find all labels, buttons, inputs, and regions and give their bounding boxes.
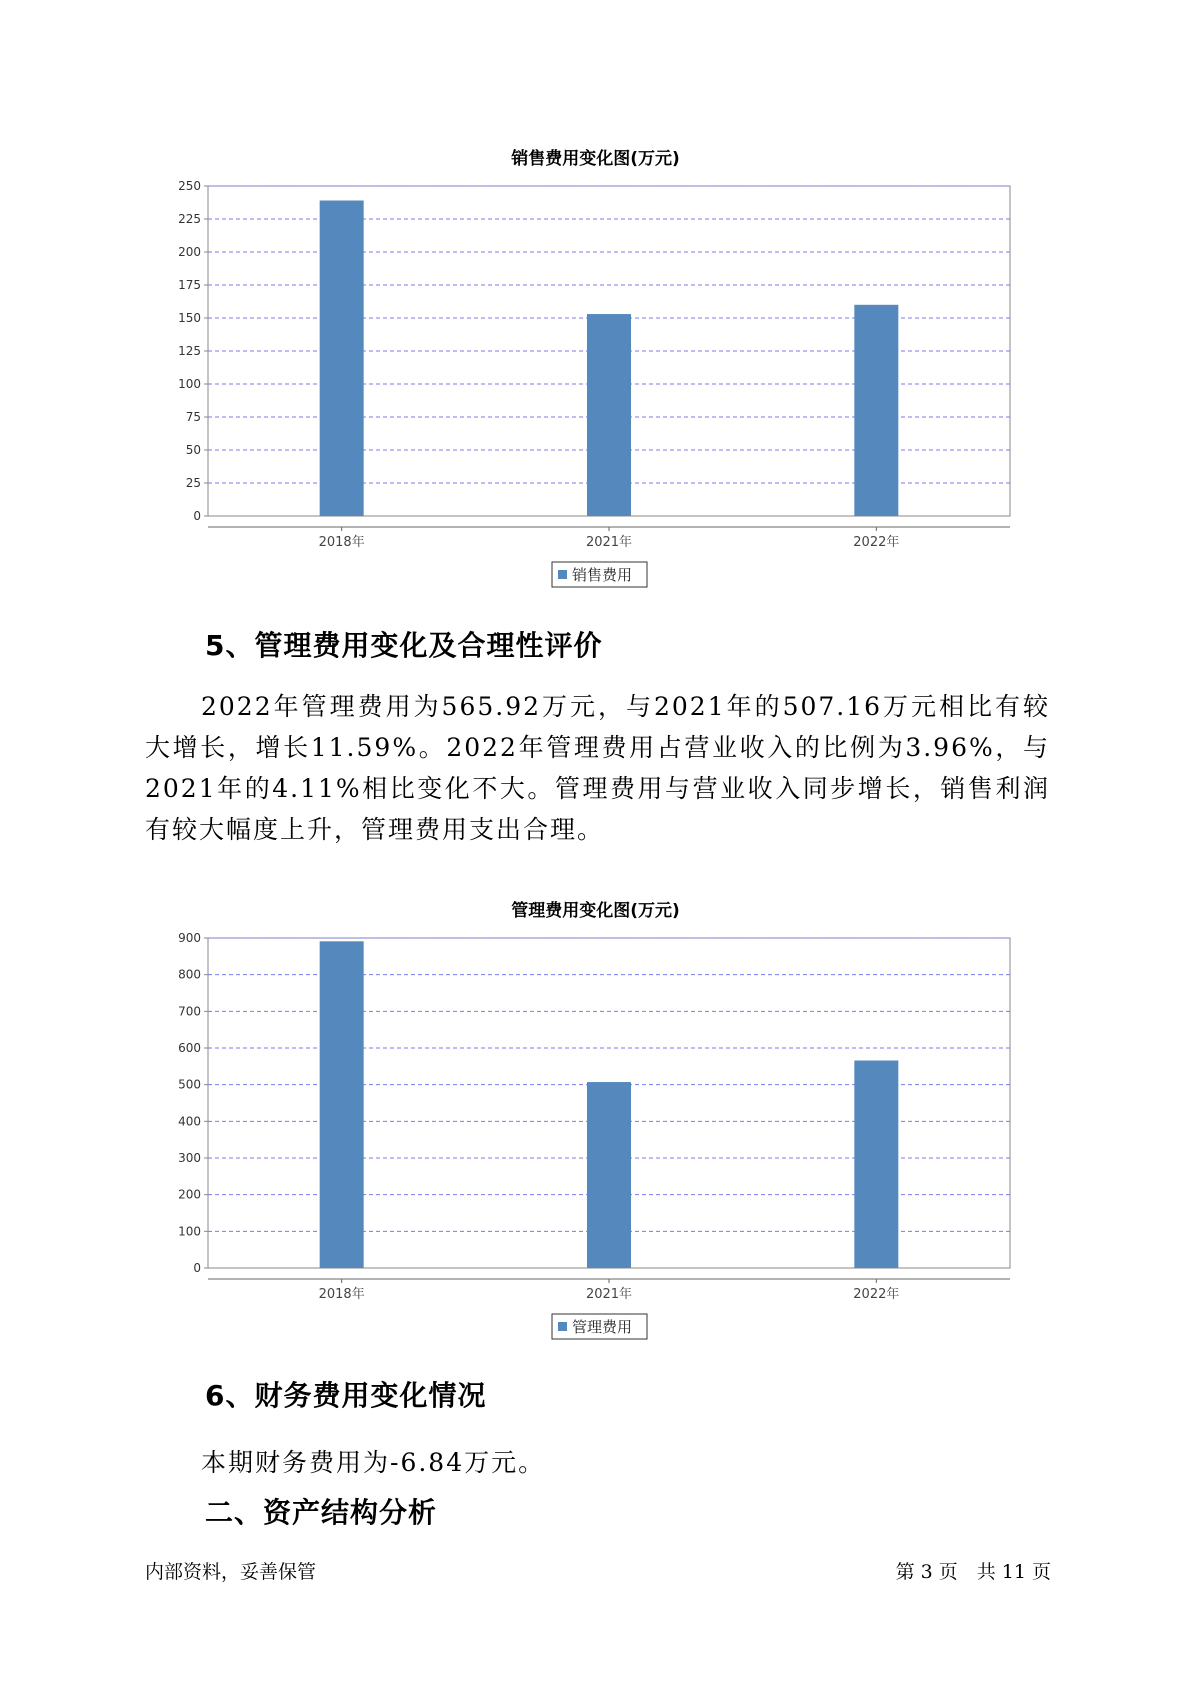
- section-two-heading: 二、资产结构分析: [205, 1496, 438, 1529]
- y-tick-label: 75: [185, 410, 201, 424]
- footer-confidential-note: 内部资料，妥善保管: [145, 1561, 317, 1583]
- y-tick-label: 150: [178, 311, 201, 325]
- section5-heading: 5、管理费用变化及合理性评价: [205, 629, 603, 662]
- legend-swatch: [558, 1322, 567, 1331]
- y-tick-label: 700: [178, 1004, 201, 1019]
- admin-expense-chart-title: 管理费用变化图(万元): [511, 901, 680, 921]
- y-tick-label: 50: [185, 443, 201, 457]
- section6-text: 本期财务费用为-6.84万元。: [201, 1448, 546, 1477]
- y-tick-label: 0: [193, 1261, 201, 1275]
- y-tick-label: 125: [178, 344, 201, 358]
- legend-label: 销售费用: [572, 566, 633, 584]
- y-tick-label: 250: [178, 179, 201, 193]
- bar: [320, 201, 364, 516]
- legend-label: 管理费用: [572, 1318, 633, 1336]
- y-tick-label: 100: [178, 1224, 201, 1239]
- y-tick-label: 200: [178, 1187, 201, 1202]
- y-tick-label: 300: [178, 1151, 201, 1165]
- x-tick-label: 2021年: [585, 1287, 633, 1302]
- y-tick-label: 175: [178, 278, 201, 292]
- x-tick-label: 2022年: [853, 535, 900, 550]
- bar: [854, 305, 898, 516]
- sales-expense-chart-title: 销售费用变化图(万元): [511, 149, 680, 169]
- bar: [587, 314, 631, 516]
- y-tick-label: 25: [185, 476, 201, 490]
- x-tick-label: 2022年: [853, 1287, 900, 1302]
- sales-expense-chart: [0, 160, 1191, 600]
- bar: [587, 1082, 631, 1268]
- y-tick-label: 600: [178, 1041, 201, 1055]
- y-tick-label: 500: [178, 1077, 201, 1092]
- x-tick-label: 2021年: [585, 535, 633, 550]
- y-tick-label: 200: [178, 245, 201, 259]
- y-tick-label: 225: [178, 212, 201, 226]
- y-tick-label: 100: [178, 377, 201, 391]
- footer-page-number: 第 3 页 共 11 页: [895, 1561, 1051, 1583]
- y-tick-label: 900: [178, 931, 201, 945]
- bar: [854, 1060, 898, 1268]
- x-tick-label: 2018年: [318, 1287, 365, 1302]
- y-tick-label: 400: [178, 1114, 201, 1129]
- legend-swatch: [558, 570, 567, 579]
- bar: [320, 941, 364, 1268]
- section6-heading: 6、财务费用变化情况: [205, 1379, 487, 1412]
- section5-paragraph: 2022年管理费用为565.92万元，与2021年的507.16万元相比有较大增长，增长11.59%。2022年管理费用占营业收入的比例为3.96%，与2021年的4.11%相比变化不大。管理费用与营业收入同步增长，销售利润有较大幅度上升，管理费用支出合理。: [145, 692, 1050, 844]
- admin-expense-chart: [0, 912, 1191, 1352]
- y-tick-label: 0: [193, 509, 201, 523]
- x-tick-label: 2018年: [318, 535, 365, 550]
- y-tick-label: 800: [178, 967, 201, 982]
